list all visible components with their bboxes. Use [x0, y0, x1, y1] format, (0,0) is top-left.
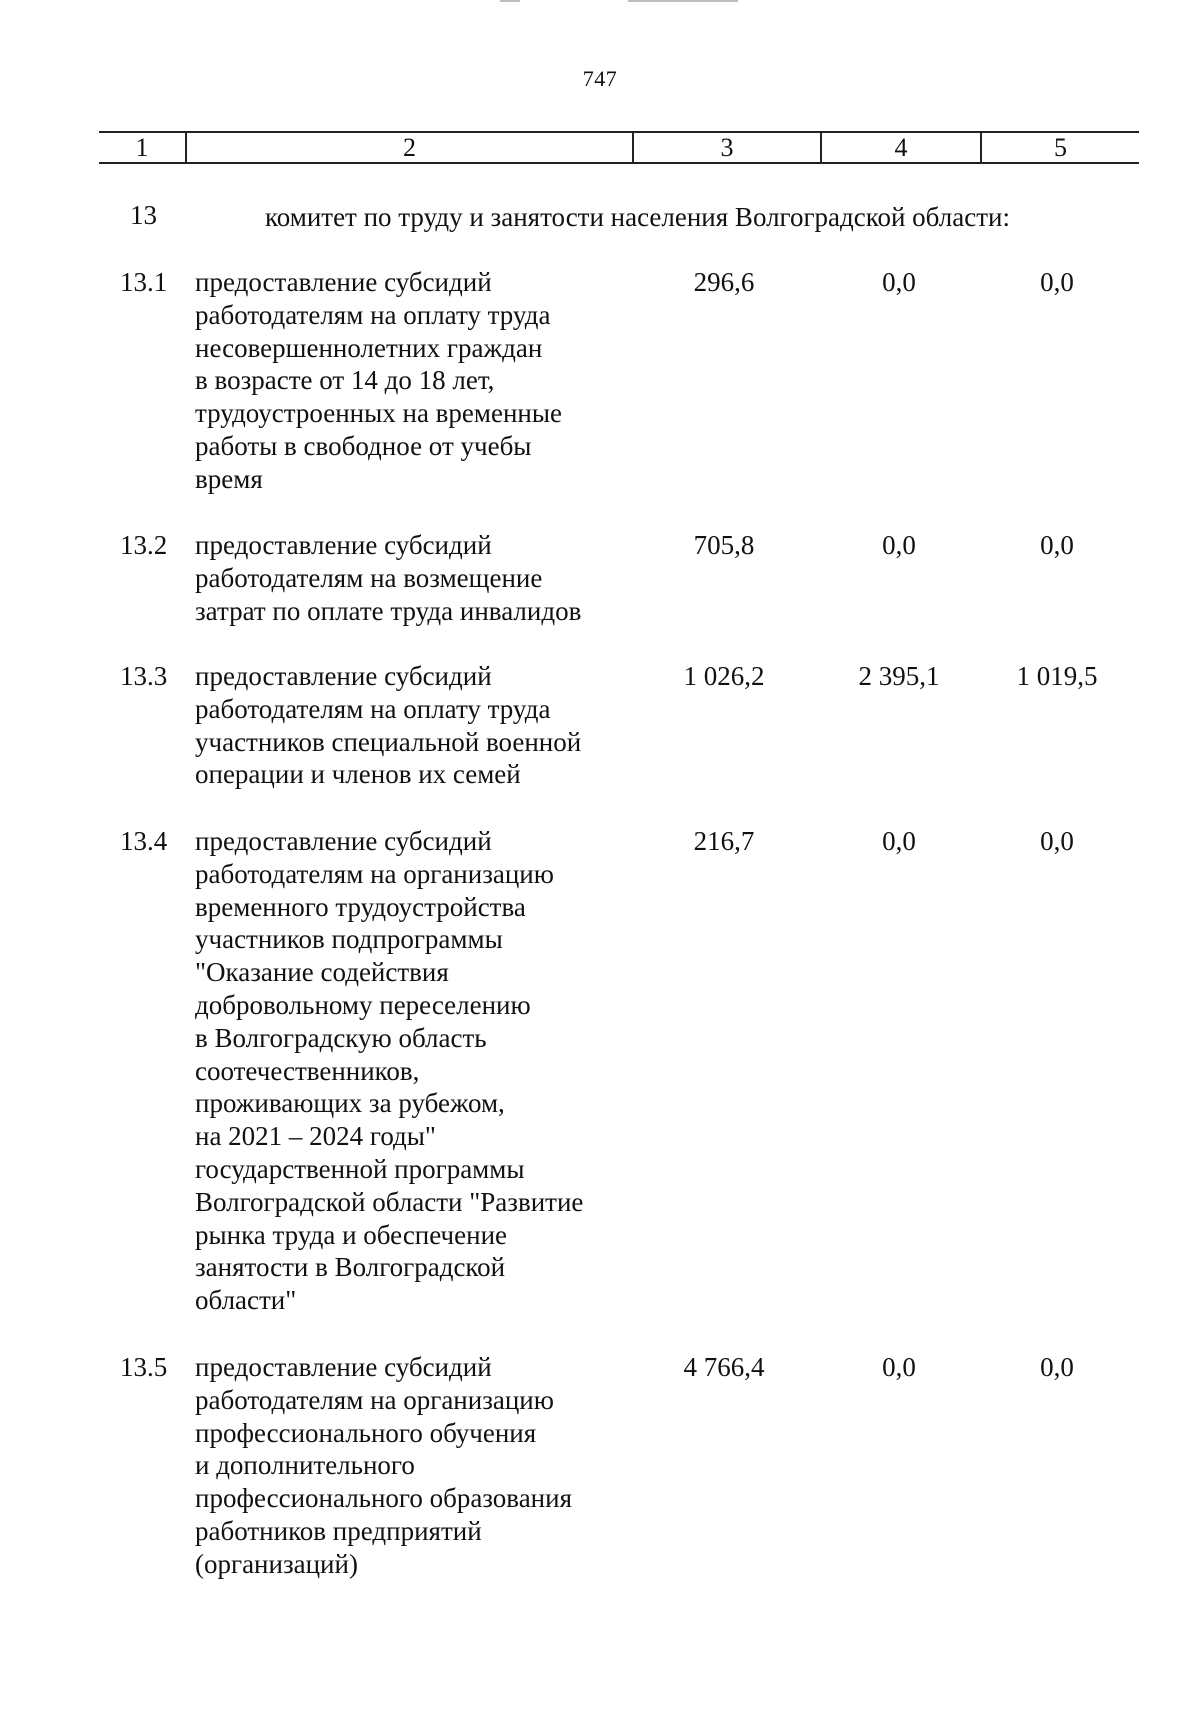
- row-value-col4: 0,0: [882, 826, 916, 856]
- row-value-col3: 4 766,4: [683, 1352, 765, 1382]
- row-number: 13.1: [120, 267, 168, 297]
- row-value-col3: 705,8: [693, 530, 755, 560]
- row-value-col4: 0,0: [882, 267, 916, 297]
- table-header: [99, 131, 1139, 164]
- row-description: предоставление субсидий работодателям на оплату труда несовершеннолетних граждан в возрасте от 14 до 18 лет, трудоустроенных на временные работы в свободное от учебы время: [195, 267, 563, 494]
- row-value-col3: 1 026,2: [683, 661, 765, 691]
- row-value-col4: 2 395,1: [858, 661, 940, 691]
- scan-edge-line-left: [500, 0, 520, 2]
- header-col-2: 2: [185, 133, 632, 162]
- row-value-col5: 0,0: [1040, 267, 1074, 297]
- row-description: предоставление субсидий работодателям на организацию временного трудоустройства участников подпрограммы "Оказание содействия добровольному переселению в Волгоградскую область соотечественников, проживающих за рубежом, на 2021 – 2024 годы" государственной программы Волгоградской области "Развитие рынка труда и обеспечение занятости в Волгоградской области": [195, 826, 584, 1316]
- row-description: предоставление субсидий работодателям на возмещение затрат по оплате труда инвалидов: [195, 530, 582, 626]
- row-description: предоставление субсидий работодателям на оплату труда участников специальной военной операции и членов их семей: [195, 661, 582, 790]
- row-value-col4: 0,0: [882, 1352, 916, 1382]
- row-value-col3: 296,6: [693, 267, 755, 297]
- row-description: предоставление субсидий работодателям на организацию профессионального обучения и дополнительного профессионального образования работников предприятий (организаций): [195, 1352, 572, 1579]
- row-number: 13.5: [120, 1352, 168, 1382]
- row-value-col5: 0,0: [1040, 530, 1074, 560]
- header-col-5: 5: [980, 133, 1139, 162]
- row-number: 13.2: [120, 530, 168, 560]
- section-number: 13: [130, 200, 157, 230]
- row-value-col5: 1 019,5: [1016, 661, 1098, 691]
- scan-edge-line-right: [628, 0, 738, 2]
- section-title: комитет по труду и занятости населения Волгоградской области:: [265, 202, 1010, 232]
- row-number: 13.4: [120, 826, 168, 856]
- row-value-col5: 0,0: [1040, 1352, 1074, 1382]
- header-col-1: 1: [135, 132, 149, 162]
- header-col-4: 4: [820, 133, 980, 162]
- row-value-col5: 0,0: [1040, 826, 1074, 856]
- row-value-col4: 0,0: [882, 530, 916, 560]
- row-value-col3: 216,7: [693, 826, 755, 856]
- page-number: 747: [582, 66, 618, 91]
- row-number: 13.3: [120, 661, 168, 691]
- header-col-3: 3: [632, 133, 820, 162]
